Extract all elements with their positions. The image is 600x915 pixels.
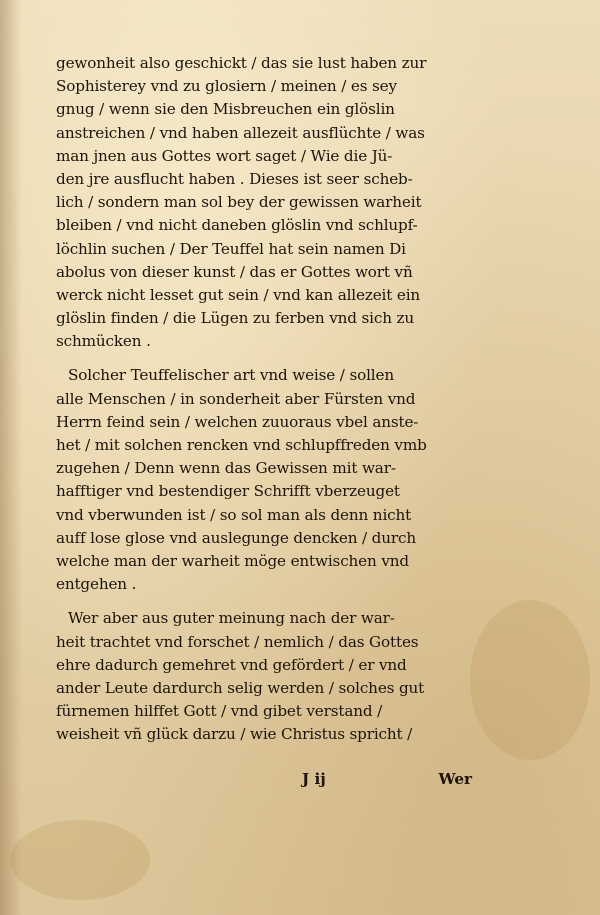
text-line: abolus von dieser kunst / das er Gottes wort vñ <box>56 262 413 281</box>
text-line: zugehen / Denn wenn das Gewissen mit war- <box>56 459 396 478</box>
text-line: hafftiger vnd bestendiger Schrifft vberzeuget <box>56 482 400 501</box>
paragraph-1 <box>56 52 480 353</box>
text-line: alle Menschen / in sonderheit aber Fürsten vnd <box>56 389 416 408</box>
text-line: bleiben / vnd nicht daneben glöslin vnd schlupf- <box>56 216 418 235</box>
text-line: ehre dadurch gemehret vnd gefördert / er vnd <box>56 655 407 674</box>
catchword: Wer <box>438 770 472 788</box>
paragraph-3 <box>56 607 480 746</box>
text-block <box>56 52 480 746</box>
text-line: entgehen . <box>56 575 137 594</box>
signature-mark: J ij <box>302 770 326 788</box>
text-line: ander Leute dardurch selig werden / solches gut <box>56 678 425 697</box>
text-line: fürnemen hilffet Gott / vnd gibet verstand / <box>56 702 383 721</box>
text-line: schmücken . <box>56 332 151 351</box>
paragraph-2 <box>56 364 480 596</box>
text-line: welche man der warheit möge entwischen vnd <box>56 551 409 570</box>
text-line: werck nicht lesset gut sein / vnd kan allezeit ein <box>56 285 421 304</box>
text-line: anstreichen / vnd haben allezeit ausflüchte / was <box>56 123 425 142</box>
text-line: gewonheit also geschickt / das sie lust haben zur <box>56 54 427 72</box>
text-line: het / mit solchen rencken vnd schlupffreden vmb <box>56 436 427 454</box>
text-line: auff lose glose vnd auslegunge dencken / durch <box>56 528 416 547</box>
text-line: gnug / wenn sie den Misbreuchen ein glöslin <box>56 100 395 119</box>
text-line: Herrn feind sein / welchen zuuoraus vbel anste- <box>56 412 419 431</box>
paper-stain <box>10 820 150 900</box>
text-line: Solcher Teuffelischer art vnd weise / sollen <box>68 366 394 385</box>
text-line: löchlin suchen / Der Teuffel hat sein namen Di <box>56 239 406 258</box>
text-line: vnd vberwunden ist / so sol man als denn nicht <box>56 505 412 524</box>
text-line: man jnen aus Gottes wort saget / Wie die Jü- <box>56 146 393 165</box>
paper-stain <box>470 600 590 760</box>
page-footer <box>56 770 480 794</box>
text-line: heit trachtet vnd forschet / nemlich / das Gottes <box>56 632 419 651</box>
text-line: lich / sondern man sol bey der gewissen warheit <box>56 193 422 212</box>
text-line: Sophisterey vnd zu glosiern / meinen / es sey <box>56 77 397 96</box>
text-line: weisheit vñ glück darzu / wie Christus spricht / <box>56 725 413 744</box>
paragraph-gap <box>56 596 480 607</box>
text-line: glöslin finden / die Lügen zu ferben vnd sich zu <box>56 309 415 328</box>
text-line: Wer aber aus guter meinung nach der war- <box>68 609 395 628</box>
text-line: den jre ausflucht haben . Dieses ist seer scheb- <box>56 169 413 188</box>
paragraph-gap <box>56 353 480 364</box>
